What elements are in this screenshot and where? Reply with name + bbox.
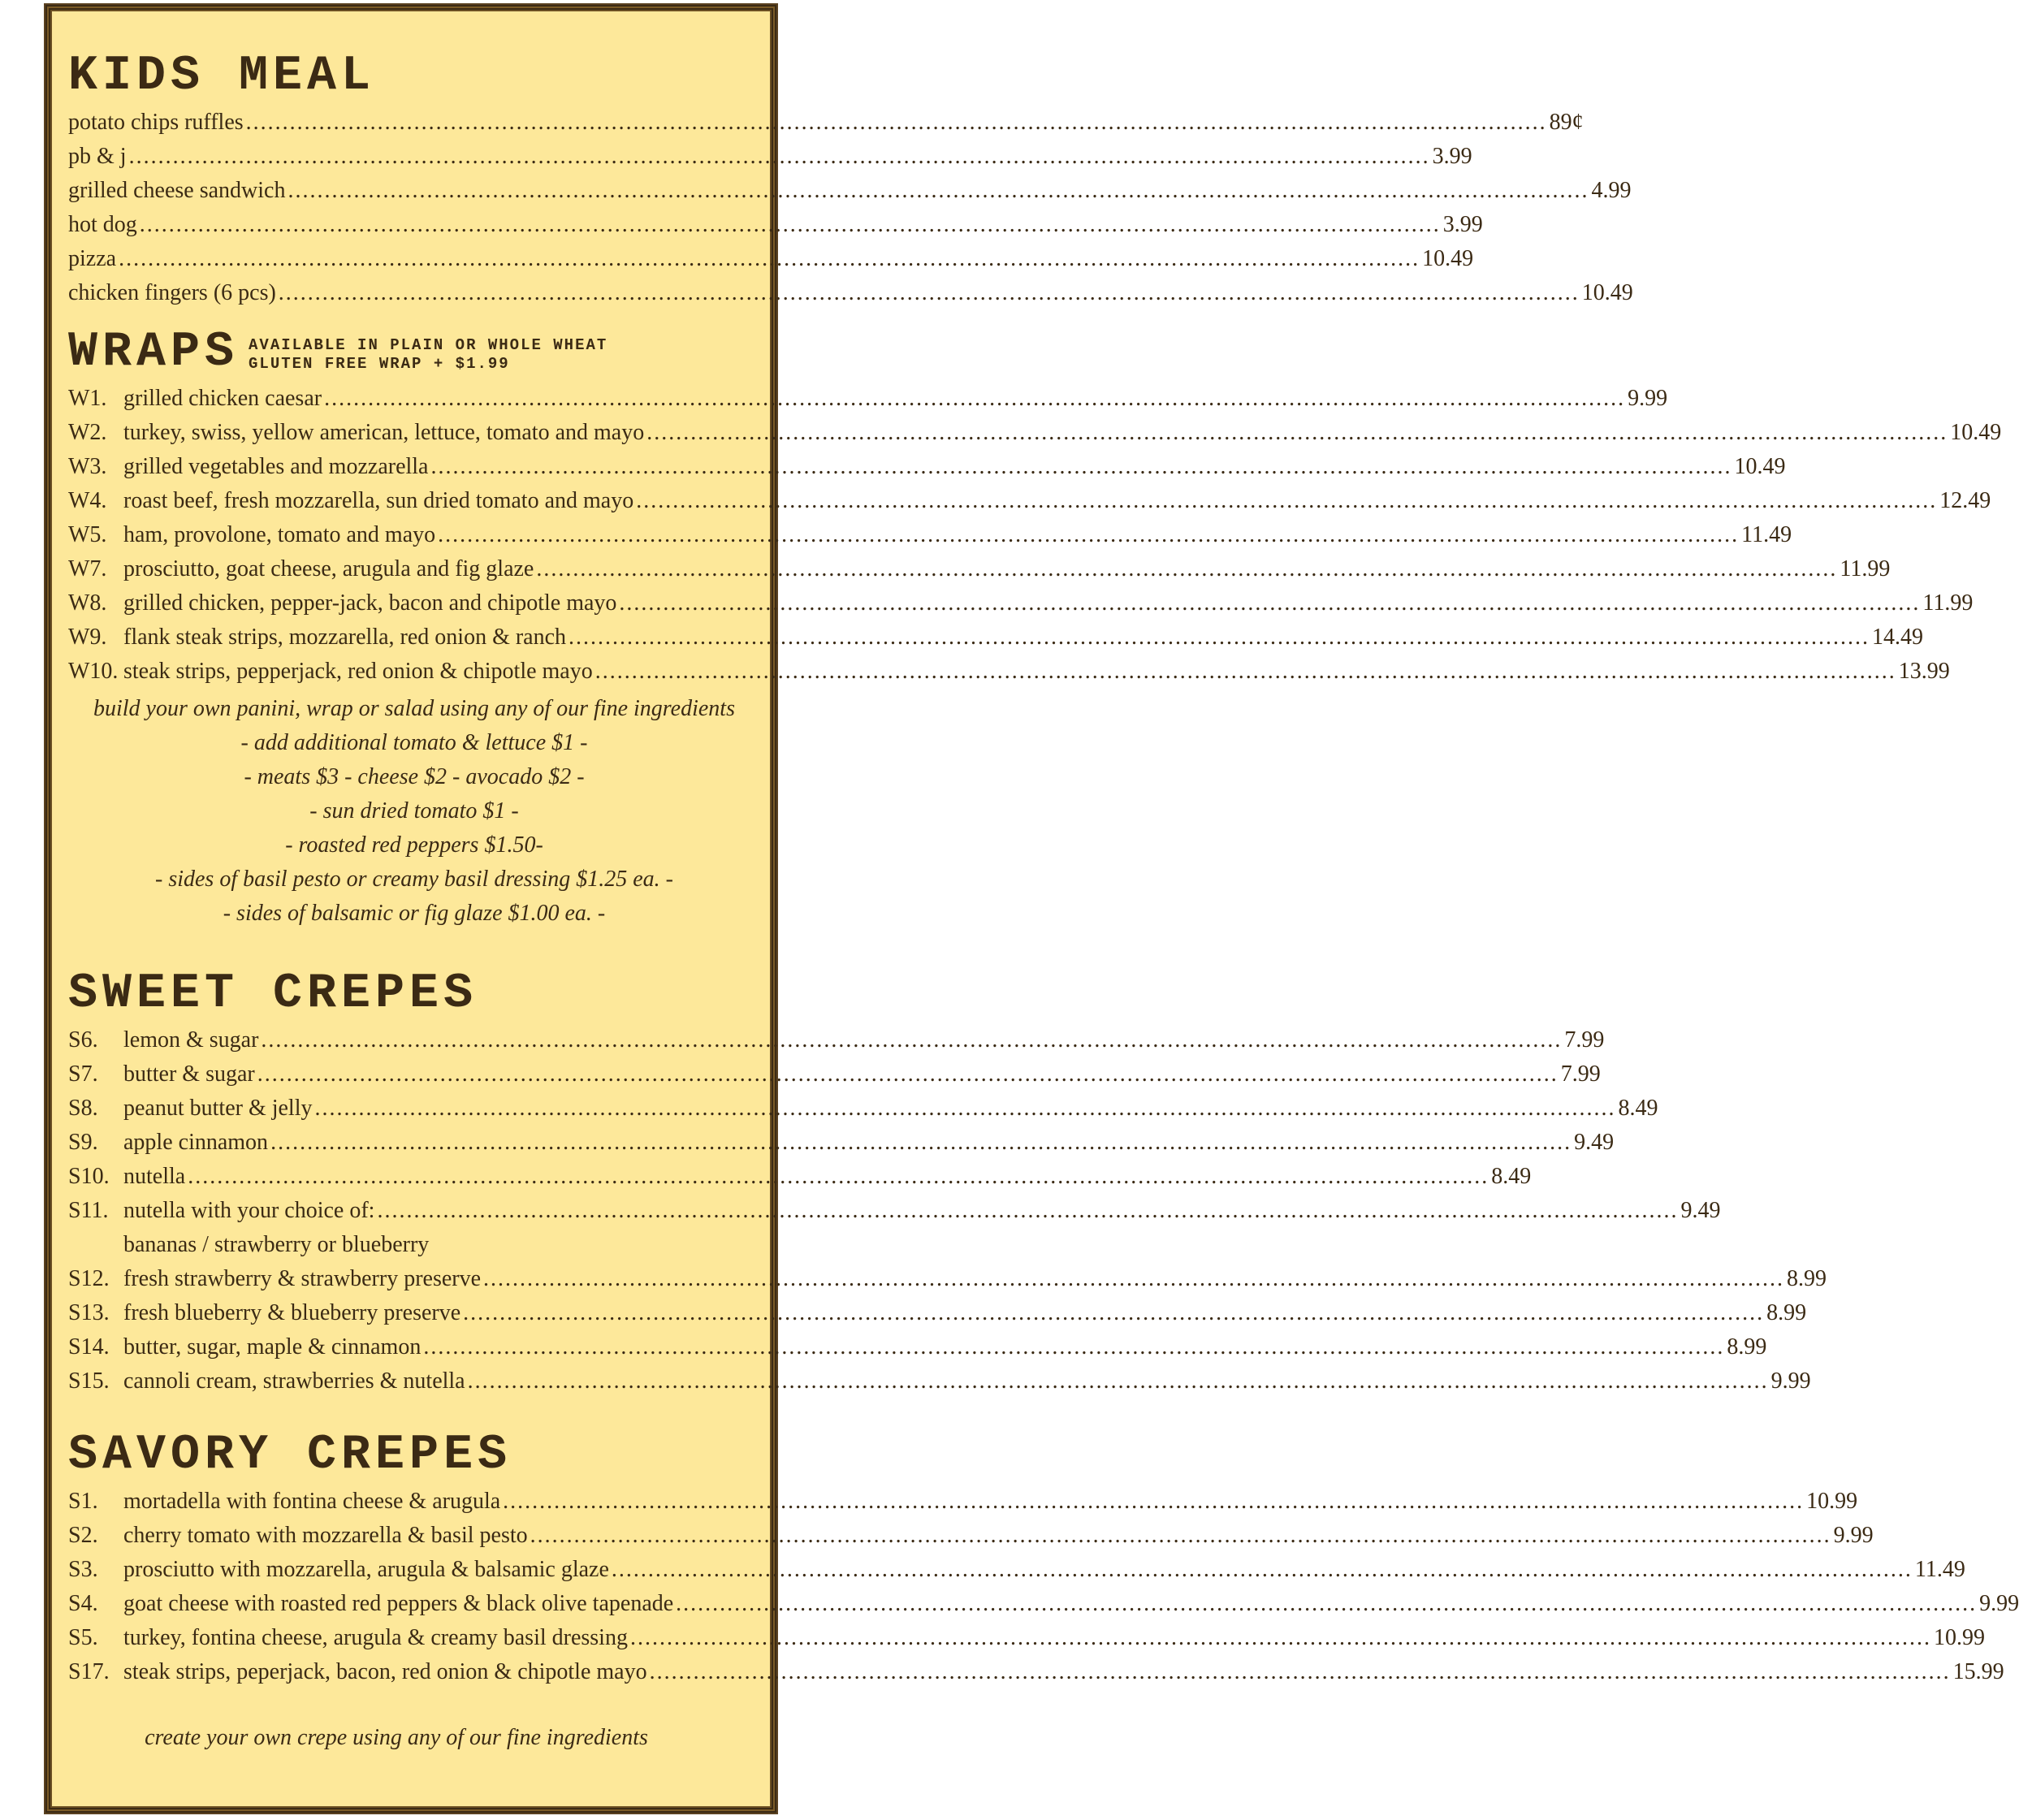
dot-leader bbox=[423, 1330, 1724, 1364]
kids-meal-section bbox=[68, 47, 1633, 323]
item-price: 11.49 bbox=[1741, 522, 1792, 547]
menu-item bbox=[68, 276, 1633, 310]
menu-item bbox=[68, 518, 1792, 552]
sweet-crepes-items bbox=[68, 1023, 1827, 1399]
kids-meal-items bbox=[68, 106, 1633, 310]
item-name: butter & sugar bbox=[123, 1061, 255, 1087]
item-name: fresh strawberry & strawberry preserve bbox=[123, 1266, 482, 1291]
dot-leader bbox=[636, 484, 1937, 518]
dot-leader bbox=[140, 208, 1441, 242]
menu-item bbox=[68, 1126, 1615, 1160]
menu-item bbox=[68, 1587, 2019, 1621]
item-code: S11. bbox=[68, 1198, 109, 1223]
menu-item bbox=[68, 1057, 1601, 1092]
item-name: goat cheese with roasted red peppers & black olive tapenade bbox=[123, 1591, 674, 1616]
item-code: S14. bbox=[68, 1334, 110, 1360]
menu-item bbox=[68, 1296, 1807, 1330]
item-name: ham, provolone, tomato and mayo bbox=[123, 522, 436, 547]
menu-item bbox=[68, 1364, 1811, 1399]
wraps-availability-note bbox=[249, 336, 607, 374]
savory-crepes-section bbox=[68, 1426, 2019, 1689]
item-name: hot dog bbox=[68, 212, 137, 237]
add-on-note: - add additional tomato & lettuce $1 - bbox=[240, 730, 588, 755]
item-code: W8. bbox=[68, 590, 107, 616]
wraps-add-on-notes bbox=[68, 692, 760, 931]
menu-item bbox=[68, 382, 1668, 416]
dot-leader bbox=[377, 1194, 1678, 1228]
menu-item bbox=[68, 242, 1474, 276]
dot-leader bbox=[257, 1057, 1559, 1092]
wraps-section bbox=[68, 323, 2002, 965]
dot-leader bbox=[324, 382, 1625, 416]
menu-item bbox=[68, 655, 1950, 689]
dot-leader bbox=[288, 174, 1589, 208]
item-code: S2. bbox=[68, 1523, 98, 1548]
menu-item bbox=[68, 416, 2002, 450]
menu-item bbox=[68, 1023, 1605, 1057]
item-code: S8. bbox=[68, 1096, 98, 1121]
sweet-crepes-section bbox=[68, 965, 1827, 1426]
item-price: 9.99 bbox=[1833, 1523, 1874, 1548]
dot-leader bbox=[463, 1296, 1764, 1330]
item-price: 10.49 bbox=[1950, 420, 2002, 445]
dot-leader bbox=[430, 450, 1731, 484]
menu-item bbox=[68, 1160, 1532, 1194]
item-name: turkey, swiss, yellow american, lettuce, tomato and mayo bbox=[123, 420, 645, 445]
item-price: 7.99 bbox=[1564, 1027, 1605, 1053]
item-code: S5. bbox=[68, 1625, 98, 1650]
add-on-note: build your own panini, wrap or salad using any of our fine ingredients bbox=[93, 696, 735, 721]
add-on-note: - sun dried tomato $1 - bbox=[309, 798, 519, 824]
item-name: flank steak strips, mozzarella, red onion & ranch bbox=[123, 625, 567, 650]
item-price: 10.99 bbox=[1933, 1625, 1985, 1650]
item-name: fresh blueberry & blueberry preserve bbox=[123, 1300, 461, 1325]
dot-leader bbox=[646, 416, 1948, 450]
wraps-note-line-1: AVAILABLE IN PLAIN OR WHOLE WHEAT bbox=[249, 336, 608, 354]
item-code: S10. bbox=[68, 1164, 110, 1189]
dot-leader bbox=[315, 1092, 1616, 1126]
dot-leader bbox=[261, 1023, 1562, 1057]
item-price: 8.49 bbox=[1491, 1164, 1532, 1189]
menu-item bbox=[68, 208, 1483, 242]
item-name: nutella with your choice of: bbox=[123, 1198, 375, 1223]
item-name: grilled cheese sandwich bbox=[68, 178, 286, 203]
item-code: S4. bbox=[68, 1591, 98, 1616]
item-name: grilled vegetables and mozzarella bbox=[123, 454, 429, 479]
dot-leader bbox=[569, 620, 1870, 655]
menu-item bbox=[68, 1553, 1965, 1587]
item-choices: bananas / strawberry or blueberry bbox=[123, 1232, 430, 1257]
dot-leader bbox=[483, 1262, 1784, 1296]
item-code: S7. bbox=[68, 1061, 98, 1087]
item-price: 10.49 bbox=[1581, 280, 1633, 305]
item-name: mortadella with fontina cheese & arugula bbox=[123, 1489, 501, 1514]
item-price: 10.99 bbox=[1806, 1489, 1858, 1514]
menu-content bbox=[68, 47, 2019, 1689]
dot-leader bbox=[270, 1126, 1572, 1160]
savory-crepes-title: SAVORY CREPES bbox=[68, 1428, 512, 1483]
item-code: W4. bbox=[68, 488, 107, 513]
dot-leader bbox=[536, 552, 1837, 586]
item-price: 9.99 bbox=[1979, 1591, 2019, 1616]
wraps-title-row bbox=[68, 323, 760, 382]
dot-leader bbox=[612, 1553, 1913, 1587]
savory-crepes-items bbox=[68, 1485, 2019, 1689]
item-price: 8.49 bbox=[1618, 1096, 1658, 1121]
item-name: steak strips, peperjack, bacon, red onion & chipotle mayo bbox=[123, 1659, 647, 1684]
item-name: prosciutto with mozzarella, arugula & balsamic glaze bbox=[123, 1557, 609, 1582]
item-name: nutella bbox=[123, 1164, 186, 1189]
dot-leader bbox=[676, 1587, 1977, 1621]
wraps-items bbox=[68, 382, 2002, 689]
item-code: S17. bbox=[68, 1659, 110, 1684]
dot-leader bbox=[630, 1621, 1931, 1655]
item-code: S13. bbox=[68, 1300, 110, 1325]
item-code: S15. bbox=[68, 1368, 110, 1394]
item-code: S3. bbox=[68, 1557, 98, 1582]
item-price: 9.49 bbox=[1574, 1130, 1615, 1155]
create-your-own-note: create your own crepe using any of our fine ingredients bbox=[145, 1725, 648, 1750]
dot-leader bbox=[650, 1655, 1951, 1689]
dot-leader bbox=[468, 1364, 1769, 1399]
item-code: W10. bbox=[68, 659, 119, 684]
item-name: prosciutto, goat cheese, arugula and fig glaze bbox=[123, 556, 534, 581]
menu-item bbox=[68, 484, 1991, 518]
item-name: peanut butter & jelly bbox=[123, 1096, 313, 1121]
item-code: W9. bbox=[68, 625, 107, 650]
item-code: W7. bbox=[68, 556, 107, 581]
item-code: S1. bbox=[68, 1489, 98, 1514]
item-name: grilled chicken, pepper-jack, bacon and chipotle mayo bbox=[123, 590, 617, 616]
menu-item bbox=[68, 1485, 1858, 1519]
item-price: 13.99 bbox=[1898, 659, 1950, 684]
menu-item bbox=[68, 620, 1924, 655]
item-price: 8.99 bbox=[1727, 1334, 1767, 1360]
item-name: butter, sugar, maple & cinnamon bbox=[123, 1334, 422, 1360]
item-name: potato chips ruffles bbox=[68, 110, 244, 135]
dot-leader bbox=[246, 106, 1547, 140]
item-name: roast beef, fresh mozzarella, sun dried tomato and mayo bbox=[123, 488, 634, 513]
menu-item bbox=[68, 1092, 1658, 1126]
add-on-note: - roasted red peppers $1.50- bbox=[285, 832, 543, 858]
menu-item bbox=[68, 174, 1632, 208]
kids-meal-title: KIDS MEAL bbox=[68, 49, 376, 104]
menu-item bbox=[68, 1330, 1767, 1364]
item-name: cannoli cream, strawberries & nutella bbox=[123, 1368, 465, 1394]
menu-item-choices bbox=[68, 1228, 760, 1262]
dot-leader bbox=[279, 276, 1580, 310]
menu-item bbox=[68, 450, 1786, 484]
menu-item bbox=[68, 106, 1584, 140]
item-code: W5. bbox=[68, 522, 107, 547]
menu-item bbox=[68, 1519, 1874, 1553]
item-price: 3.99 bbox=[1442, 212, 1483, 237]
item-price: 3.99 bbox=[1432, 144, 1472, 169]
menu-item bbox=[68, 1621, 1985, 1655]
item-price: 9.99 bbox=[1628, 386, 1668, 411]
item-name: apple cinnamon bbox=[123, 1130, 269, 1155]
item-price: 10.49 bbox=[1422, 246, 1474, 271]
menu-item bbox=[68, 1655, 2004, 1689]
dot-leader bbox=[188, 1160, 1489, 1194]
item-code: S9. bbox=[68, 1130, 98, 1155]
wraps-note-line-2: GLUTEN FREE WRAP + $1.99 bbox=[249, 355, 510, 373]
item-price: 7.99 bbox=[1560, 1061, 1601, 1087]
item-name: pizza bbox=[68, 246, 117, 271]
item-code: W1. bbox=[68, 386, 107, 411]
item-price: 11.49 bbox=[1914, 1557, 1965, 1582]
item-price: 8.99 bbox=[1787, 1266, 1827, 1291]
menu-item bbox=[68, 1194, 1721, 1228]
dot-leader bbox=[438, 518, 1739, 552]
dot-leader bbox=[129, 140, 1430, 174]
menu-board bbox=[45, 5, 2019, 1813]
item-price: 15.99 bbox=[1952, 1659, 2004, 1684]
item-name: steak strips, pepperjack, red onion & chipotle mayo bbox=[123, 659, 593, 684]
menu-item bbox=[68, 140, 1472, 174]
item-name: grilled chicken caesar bbox=[123, 386, 322, 411]
add-on-note: - sides of balsamic or fig glaze $1.00 ea. - bbox=[223, 901, 606, 926]
item-price: 14.49 bbox=[1872, 625, 1924, 650]
dot-leader bbox=[619, 586, 1920, 620]
item-price: 8.99 bbox=[1766, 1300, 1807, 1325]
sweet-crepes-title: SWEET CREPES bbox=[68, 966, 478, 1022]
menu-item bbox=[68, 552, 1891, 586]
item-price: 89¢ bbox=[1549, 110, 1584, 135]
wraps-title: WRAPS bbox=[68, 325, 240, 380]
dot-leader bbox=[530, 1519, 1831, 1553]
item-price: 10.49 bbox=[1734, 454, 1786, 479]
dot-leader bbox=[119, 242, 1420, 276]
item-price: 4.99 bbox=[1591, 178, 1632, 203]
item-code: S12. bbox=[68, 1266, 110, 1291]
item-price: 12.49 bbox=[1939, 488, 1991, 513]
item-name: chicken fingers (6 pcs) bbox=[68, 280, 276, 305]
item-price: 9.99 bbox=[1770, 1368, 1811, 1394]
dot-leader bbox=[595, 655, 1896, 689]
menu-item bbox=[68, 1262, 1827, 1296]
item-code: S6. bbox=[68, 1027, 98, 1053]
item-code: W2. bbox=[68, 420, 107, 445]
item-name: pb & j bbox=[68, 144, 127, 169]
item-price: 11.99 bbox=[1922, 590, 1974, 616]
item-name: cherry tomato with mozzarella & basil pesto bbox=[123, 1523, 528, 1548]
item-code: W3. bbox=[68, 454, 107, 479]
add-on-note: - meats $3 - cheese $2 - avocado $2 - bbox=[244, 764, 585, 789]
item-name: lemon & sugar bbox=[123, 1027, 259, 1053]
item-price: 11.99 bbox=[1840, 556, 1891, 581]
add-on-note: - sides of basil pesto or creamy basil dressing $1.25 ea. - bbox=[155, 867, 673, 892]
menu-item bbox=[68, 586, 1974, 620]
item-price: 9.49 bbox=[1680, 1198, 1721, 1223]
dot-leader bbox=[503, 1485, 1804, 1519]
item-name: turkey, fontina cheese, arugula & creamy basil dressing bbox=[123, 1625, 628, 1650]
